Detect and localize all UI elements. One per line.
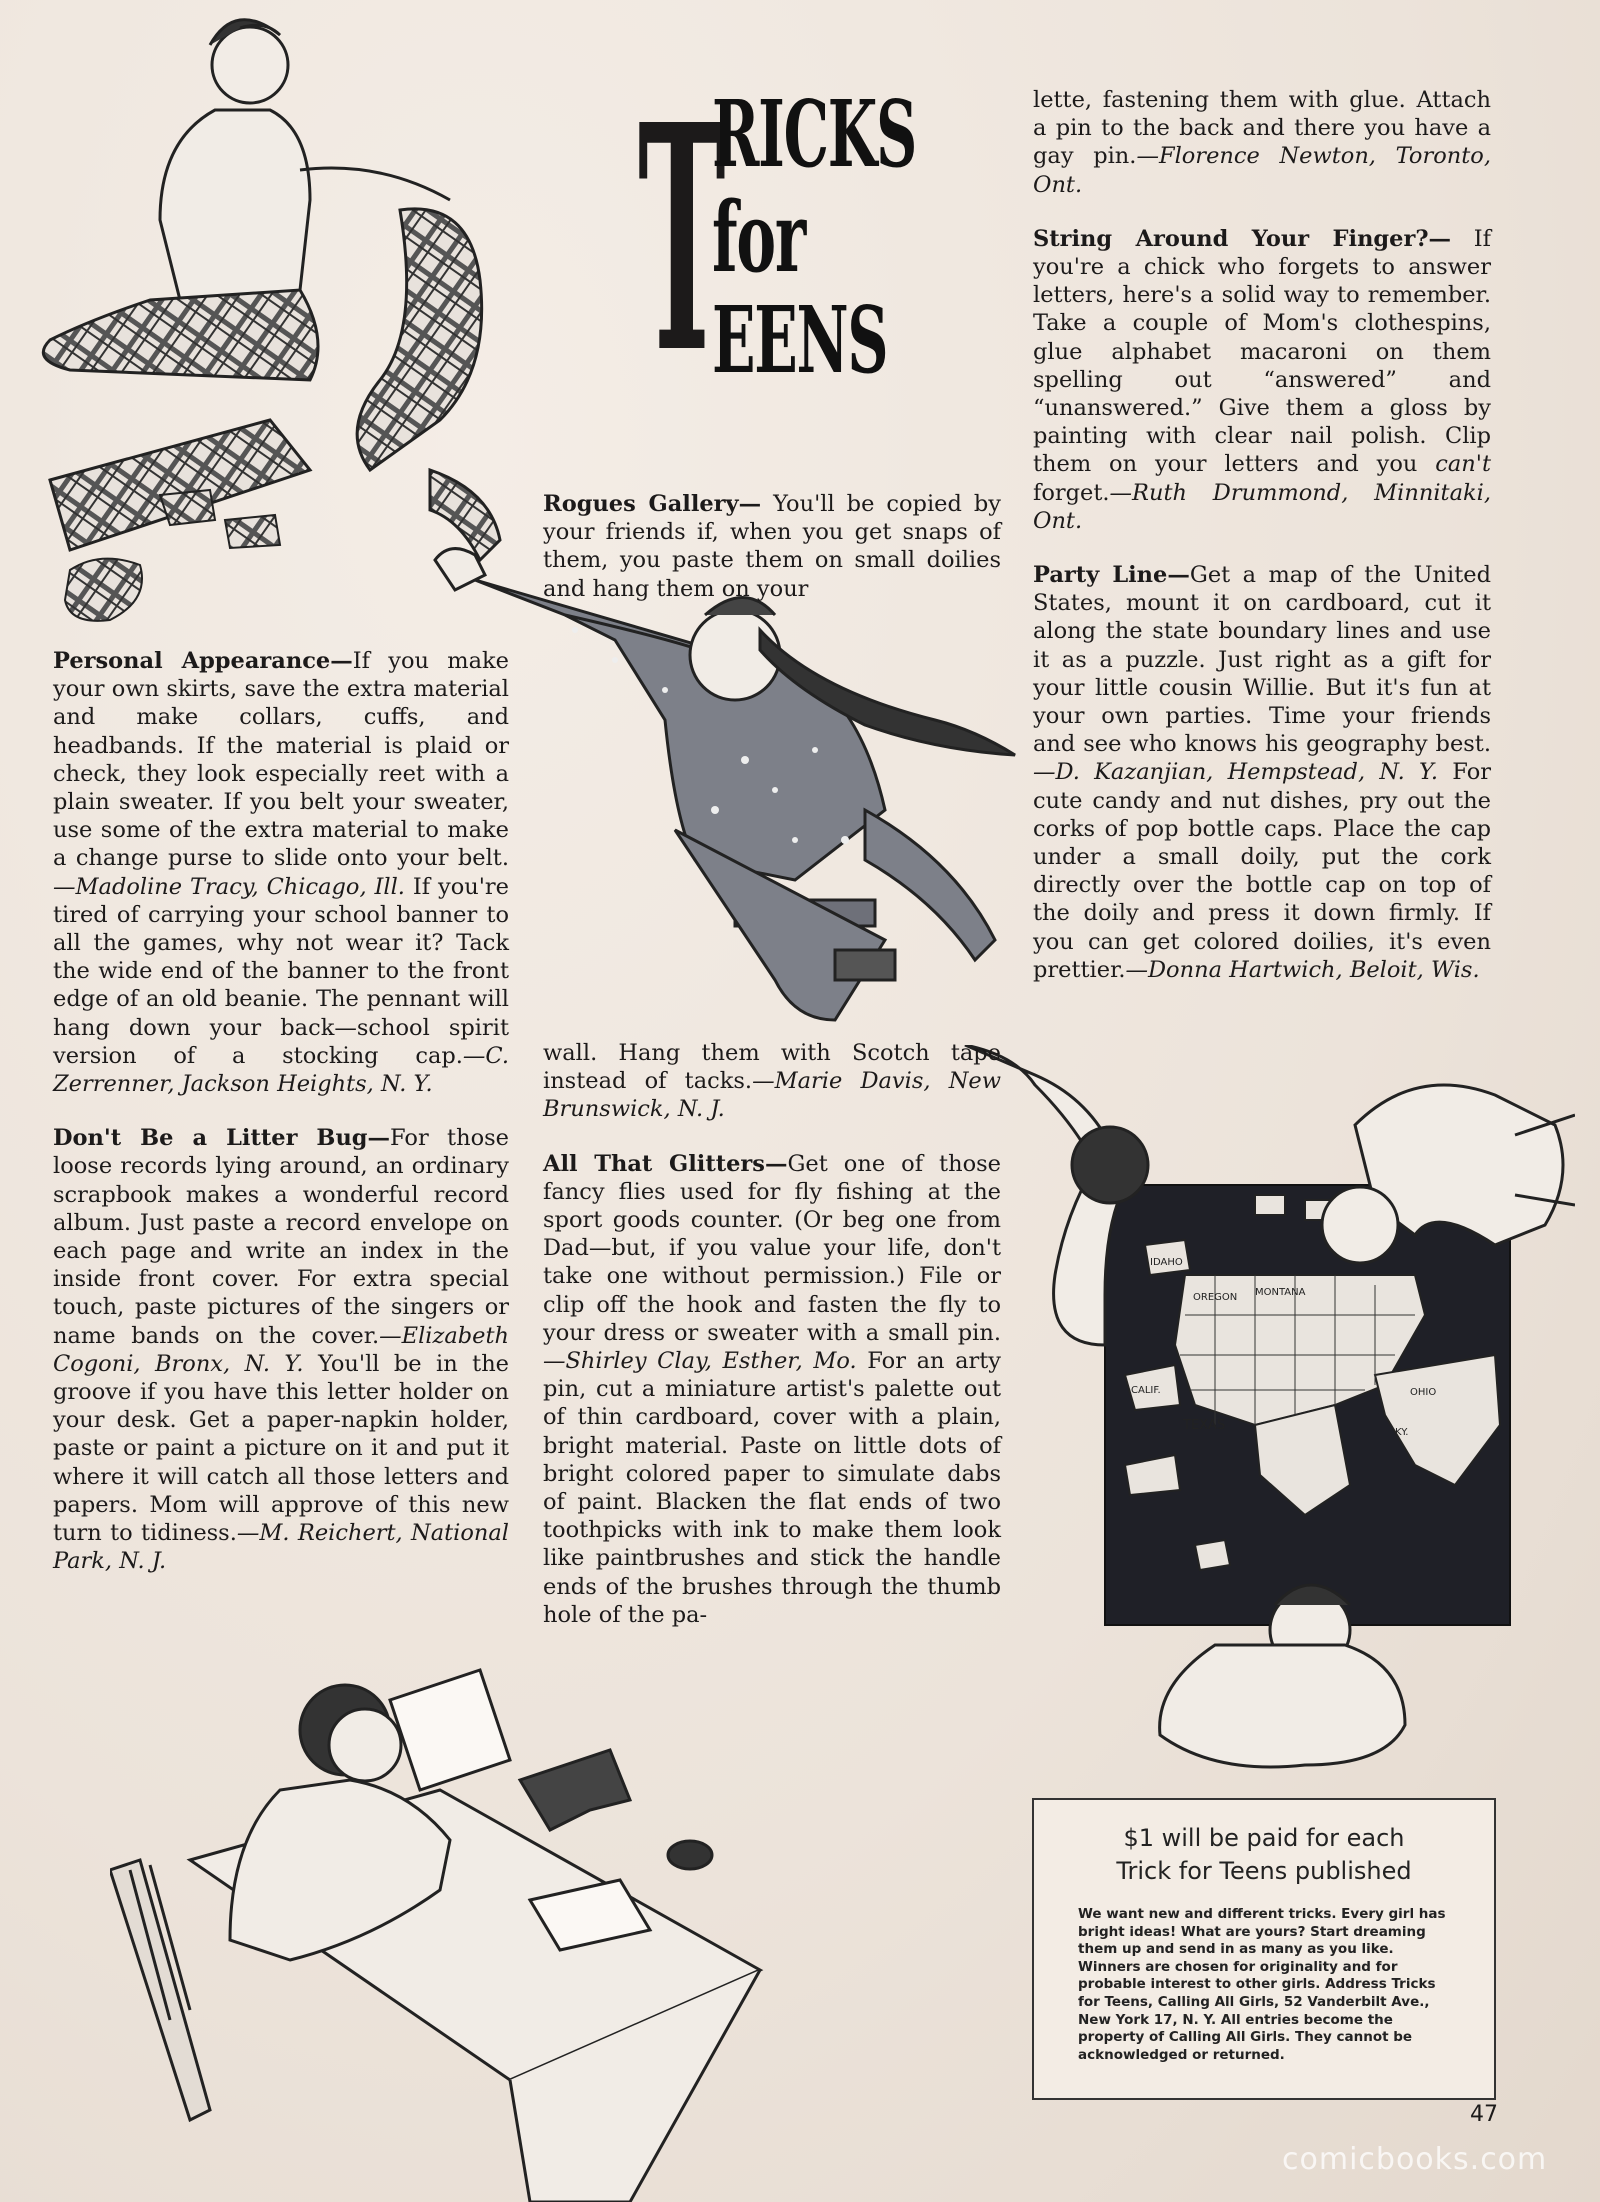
map-puzzle-illustration (955, 1045, 1575, 1780)
column-3 (1033, 86, 1491, 1010)
tip-party-line-credit-2: —Donna Hartwich, Beloit, Wis. (1125, 956, 1480, 983)
tip-personal-appearance-body-2: If you're tired of carrying your school banner to all the games, why not wear it? Tack the wide end of the banner to the front edge of an old beanie. The pennant will hang down your back—school spirit version of a stocking cap. (53, 873, 509, 1069)
tip-string-body: If you're a chick who forgets to answer letters, here's a solid way to remember. Take a couple of Mom's clothespins, glue alphabet macaroni on them spelling out “answered” and “unanswered.” Give them a gloss by painting with clear nail polish. Clip them on your letters and you (1033, 225, 1491, 478)
tip-personal-appearance-heading: Personal Appearance— (53, 648, 353, 674)
title-eens: EENS (712, 286, 888, 394)
tip-palette-cont-body: lette, fastening them with glue. Attach a pin to the back and there you have a gay pin. (1033, 87, 1491, 170)
tip-party-line-heading: Party Line— (1033, 562, 1190, 589)
map-label-ohio: OHIO (1410, 1387, 1437, 1398)
tip-party-line-body-2: For cute candy and nut dishes, pry out the corks of pop bottle caps. Place the cap under a small doily, put the cork directly over the bottle cap on top of the doily and press it down firmly. If you can get colored doilies, it's even prettier. (1033, 759, 1491, 983)
watermark: comicbooks.com (1282, 2142, 1548, 2177)
map-label-oregon: OREGON (1193, 1292, 1238, 1303)
tip-personal-appearance-body: If you make your own skirts, save the extra material and make collars, cuffs, and headbands. If the material is plaid or check, they look especially reet with a plain sweater. If you belt your sweater, use some of the extra material to make a change purse to slide onto your belt. (53, 648, 509, 872)
tip-palette-continued (1033, 86, 1491, 199)
tip-rogues-gallery-cont-body: wall. Hang them with Scotch tape instead of tacks. (543, 1040, 1001, 1095)
tip-party-line (1033, 561, 1491, 984)
tip-litter-bug-credit-2: —M. Reichert, National Park, N. J. (53, 1520, 510, 1575)
girl-at-desk-illustration (110, 1640, 770, 2202)
title-for: for (712, 181, 805, 294)
column-2-bottom (543, 1039, 1001, 1655)
map-label-ky: KY. (1395, 1427, 1409, 1438)
page-number: 47 (1470, 2102, 1498, 2127)
contest-heading-1: $1 will be paid for each (1123, 1824, 1405, 1852)
tip-rogues-gallery-body: You'll be copied by your friends if, when you get snaps of them, you paste them on small doilies and hang them on your (543, 491, 1002, 602)
tip-all-that-glitters-body-2: For an arty pin, cut a miniature artist's palette out of thin cardboard, cover with a plain, bright material. Paste on little dots of bright colored paper to simulate dabs of paint. Blacken the flat ends of two toothpicks with ink to make them look like paintbrushes and stick the handle ends of the brushes through the thumb hole of the pa- (543, 1348, 1001, 1628)
tip-string-credit: —Ruth Drummond, Minnitaki, Ont. (1033, 479, 1491, 534)
title-ricks: RICKS (712, 80, 917, 188)
contest-body: We want new and different tricks. Every girl has bright ideas! What are yours? Start dreaming them up and send in as many as you like. Winners are chosen for originality and for probable interest to other girls. Address Tricks for Teens, Calling All Girls, 52 Vanderbilt Ave., New York 17, N. Y. All entries become the property of Calling All Girls. They cannot be acknowledged or returned. (1078, 1906, 1446, 2063)
tip-palette-credit: —Florence Newton, Toronto, Ont. (1033, 143, 1491, 198)
tip-all-that-glitters (543, 1150, 1001, 1629)
map-label-calif: CALIF. (1131, 1385, 1161, 1396)
title-initial-t: T (638, 58, 725, 422)
tip-litter-bug-heading: Don't Be a Litter Bug— (53, 1125, 391, 1152)
tip-party-line-body: Get a map of the United States, mount it on cardboard, cut it along the state boundary lines and use it as a puzzle. Just right as a gift for your little cousin Willie. But it's fun at your own parties. Time your friends and see who knows his geography best. (1033, 562, 1491, 758)
tip-rogues-gallery-continued (543, 1039, 1001, 1124)
tip-all-that-glitters-body: Get one of those fancy flies used for fly fishing at the sport goods counter. (Or beg one from Dad—but, if you value your life, don't take one without permission.) File or clip off the hook and fasten the fly to your dress or sweater with a small pin. (543, 1150, 1001, 1346)
tip-litter-bug-body: For those loose records lying around, an ordinary scrapbook makes a wonderful record album. Just paste a record envelope on each page and write an index in the inside front cover. For extra special touch, paste pictures of the singers or name bands on the cover. (53, 1125, 509, 1349)
map-label-idaho: IDAHO (1150, 1257, 1183, 1268)
tip-string-heading: String Around Your Finger?— (1033, 225, 1452, 252)
tip-party-line-credit-1: —D. Kazanjian, Hempstead, N. Y. (1033, 759, 1439, 786)
column-1 (53, 647, 509, 1602)
tip-rogues-gallery-credit: —Marie Davis, New Brunswick, N. J. (543, 1068, 1001, 1123)
map-label-texas: TEXAS (1183, 1418, 1226, 1433)
tip-all-that-glitters-heading: All That Glitters— (543, 1150, 788, 1177)
tip-personal-appearance-credit-2: —C. Zerrenner, Jackson Heights, N. Y. (53, 1042, 509, 1098)
tip-litter-bug-credit-1: —Elizabeth Cogoni, Bronx, N. Y. (53, 1322, 509, 1377)
tip-string-cant: can't (1435, 451, 1491, 478)
column-2-top (543, 490, 1001, 629)
tip-litter-bug (53, 1124, 509, 1575)
tip-rogues-gallery-heading: Rogues Gallery— (543, 491, 762, 517)
tip-string-around-finger (1033, 225, 1491, 535)
contest-notice-box (1032, 1798, 1496, 2100)
page-title (630, 58, 930, 430)
tip-rogues-gallery (543, 490, 1001, 603)
tip-all-that-glitters-credit: —Shirley Clay, Esther, Mo. (543, 1348, 857, 1375)
tip-string-body-2: forget. (1033, 479, 1110, 506)
tip-personal-appearance-credit-1: —Madoline Tracy, Chicago, Ill. (53, 873, 405, 900)
tip-litter-bug-body-2: You'll be in the groove if you have this letter holder on your desk. Get a paper-napkin holder, paste or paint a picture on it and put it where it will catch all those letters and papers. Mom will approve of this new turn to tidiness. (53, 1350, 509, 1547)
contest-heading-2: Trick for Teens published (1116, 1857, 1412, 1885)
map-label-montana: MONTANA (1255, 1287, 1306, 1298)
tip-personal-appearance (53, 647, 509, 1098)
